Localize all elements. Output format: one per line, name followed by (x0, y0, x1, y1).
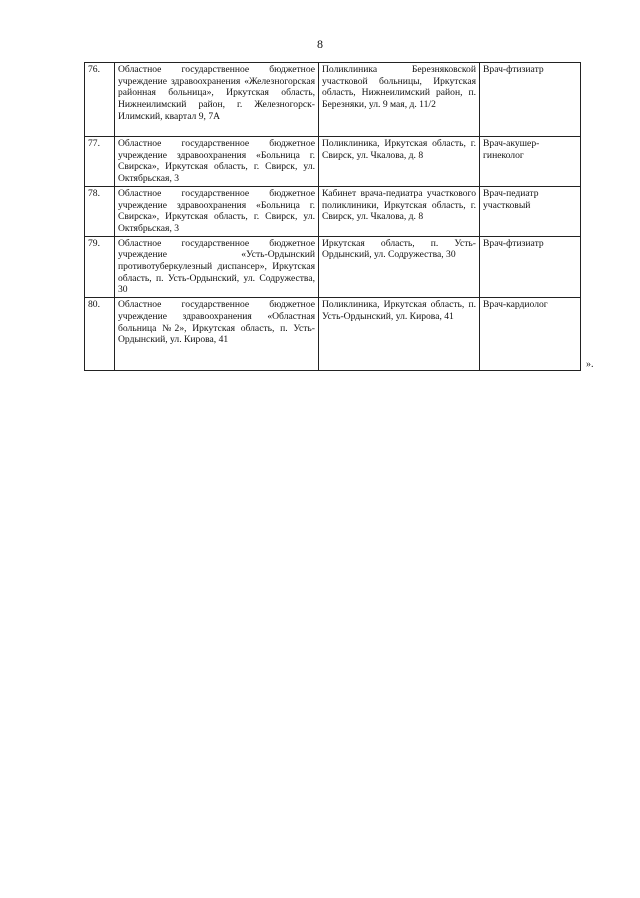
closing-quote: ». (586, 359, 594, 370)
organization-cell: Областное государственное бюджетное учреждение здравоохранения «Больница г. Свирска», Иркутская область, г. Свирск, ул. Октябрьская, 3 (115, 137, 319, 187)
table-row (85, 186, 581, 236)
organization-cell: Областное государственное бюджетное учреждение здравоохранения «Железногорская районная больница», Иркутская область, Нижнеилимский район, г. Железногорск-Илимский, квартал 9, 7А (115, 63, 319, 137)
address-cell: Иркутская область, п. Усть-Ордынский, ул. Содружества, 30 (319, 236, 480, 298)
row-number: 76. (85, 63, 115, 137)
organization-cell: Областное государственное бюджетное учреждение «Усть-Ордынский противотуберкулезный диспансер», Иркутская область, п. Усть-Ордынский, ул. Содружества, 30 (115, 236, 319, 298)
table-row (85, 63, 581, 137)
row-number: 80. (85, 298, 115, 371)
table-row (85, 298, 581, 371)
specialist-cell: Врач-кардиолог (480, 298, 581, 371)
address-cell: Поликлиника, Иркутская область, п. Усть-Ордынский, ул. Кирова, 41 (319, 298, 480, 371)
organization-cell: Областное государственное бюджетное учреждение здравоохранения «Больница г. Свирска», Иркутская область, г. Свирск, ул. Октябрьская, 3 (115, 186, 319, 236)
specialist-cell: Врач-фтизиатр (480, 63, 581, 137)
specialist-cell: Врач-фтизиатр (480, 236, 581, 298)
address-cell: Поликлиника, Иркутская область, г. Свирск, ул. Чкалова, д. 8 (319, 137, 480, 187)
specialist-cell: Врач-акушер-гинеколог (480, 137, 581, 187)
facilities-table (84, 62, 581, 371)
specialist-cell: Врач-педиатр участковый (480, 186, 581, 236)
address-cell: Кабинет врача-педиатра участкового поликлиники, Иркутская область, г. Свирск, ул. Чкалова, д. 8 (319, 186, 480, 236)
row-number: 78. (85, 186, 115, 236)
row-number: 79. (85, 236, 115, 298)
organization-cell: Областное государственное бюджетное учреждение здравоохранения «Областная больница №2», Иркутская область, п. Усть-Ордынский, ул. Кирова, 41 (115, 298, 319, 371)
table-row (85, 137, 581, 187)
row-number: 77. (85, 137, 115, 187)
address-cell: Поликлиника Березняковской участковой больницы, Иркутская область, Нижнеилимский район, п. Березняки, ул. 9 мая, д. 11/2 (319, 63, 480, 137)
page-number: 8 (317, 37, 323, 51)
table-row (85, 236, 581, 298)
